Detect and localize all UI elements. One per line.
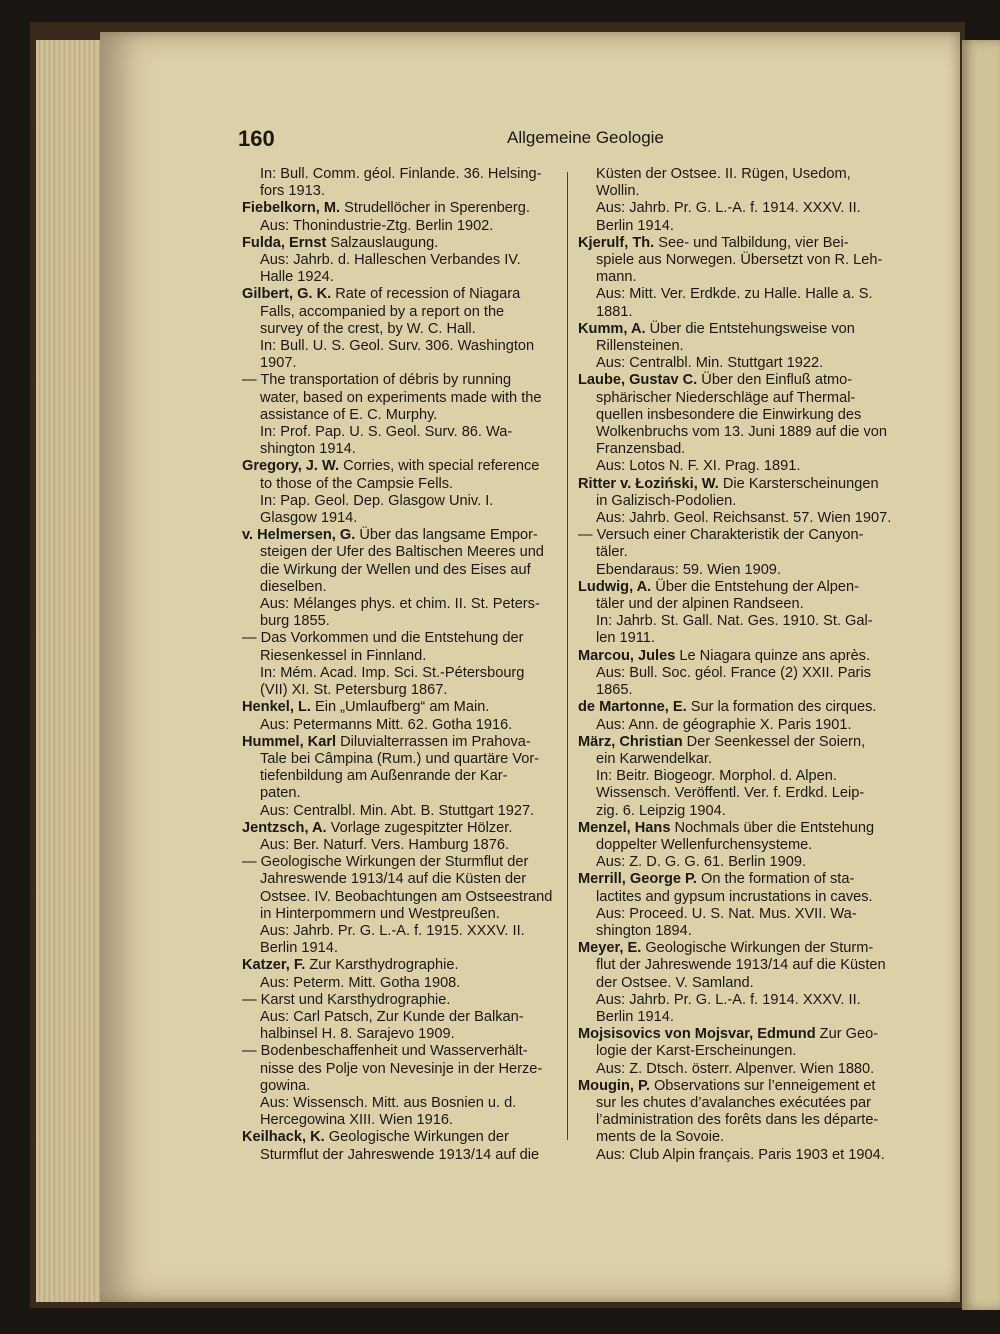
entry-line [578, 785, 892, 802]
entry-text: Aus: Peterm. Mitt. Gotha 1908. [260, 974, 461, 991]
entry-line [578, 321, 892, 338]
entry-line [578, 837, 892, 854]
entry-line [242, 527, 558, 544]
entry-line [242, 717, 558, 734]
entry-text: See- und Talbildung, vier Bei- [654, 234, 849, 251]
entry-text: Vorlage zugespitzter Hölzer. [326, 819, 513, 836]
right-column [578, 166, 892, 1164]
entry-text: Über den Einfluß atmo- [697, 372, 853, 389]
entry-author: Hummel, Karl [242, 733, 337, 750]
entry-line [578, 923, 892, 940]
entry-author: Gregory, J. W. [242, 458, 340, 475]
entry-text: logie der Karst-Erscheinungen. [596, 1043, 797, 1060]
entry-text: lactites and gypsum incrustations in caves. [596, 888, 873, 905]
entry-text: Aus: Mélanges phys. et chim. II. St. Peters- [260, 596, 540, 613]
bibliography-entry [578, 527, 892, 579]
entry-text: steigen der Ufer des Baltischen Meeres und [260, 544, 544, 561]
entry-line [242, 785, 558, 802]
entry-text: mann. [596, 269, 637, 286]
entry-line [242, 889, 558, 906]
entry-text: Aus: Bull. Soc. géol. France (2) XXII. Paris [596, 664, 871, 681]
entry-text: Aus: Ber. Naturf. Vers. Hamburg 1876. [260, 836, 510, 853]
entry-author: Marcou, Jules [578, 647, 676, 664]
entry-line [242, 957, 558, 974]
entry-text: Aus: Jahrb. Pr. G. L.-A. f. 1914. XXXV. II. [596, 991, 861, 1008]
entry-text: In: Beitr. Biogeogr. Morphol. d. Alpen. [596, 768, 837, 785]
entry-line [242, 751, 558, 768]
entry-text: die Wirkung der Wellen und des Eises auf [260, 561, 531, 578]
entry-line [578, 544, 892, 561]
entry-text: Jahreswende 1913/14 auf die Küsten der [260, 871, 527, 888]
entry-text: Le Niagara quinze ans après. [675, 647, 871, 664]
entry-line [578, 803, 892, 820]
entry-text: Observations sur l’enneigement et [649, 1077, 876, 1094]
entry-line [242, 820, 558, 837]
bibliography-entry [578, 1026, 892, 1078]
entry-line [578, 665, 892, 682]
entry-text: Ein „Umlaufberg“ am Main. [310, 699, 490, 716]
entry-author: Fulda, Ernst [242, 234, 327, 251]
entry-line [242, 613, 558, 630]
entry-line [242, 338, 558, 355]
entry-line [578, 390, 892, 407]
entry-text: 1865. [596, 682, 633, 699]
entry-line [242, 269, 558, 286]
entry-text: gowina. [260, 1077, 311, 1094]
entry-text: l’administration des forêts dans les départe- [596, 1112, 879, 1129]
entry-line [578, 1078, 892, 1095]
entry-line [242, 1095, 558, 1112]
entry-text: In: Prof. Pap. U. S. Geol. Surv. 86. Wa- [260, 424, 513, 441]
entry-line [242, 407, 558, 424]
entry-text: (VII) XI. St. Petersburg 1867. [260, 682, 448, 699]
entry-text: Aus: Jahrb. d. Halleschen Verbandes IV. [260, 252, 521, 269]
entry-line [578, 372, 892, 389]
entry-author: Laube, Gustav C. [578, 372, 698, 389]
bibliography-entry [242, 992, 558, 1044]
bibliography-entry [242, 286, 558, 372]
entry-author: Merrill, George P. [578, 871, 697, 888]
entry-line [242, 441, 558, 458]
entry-line [578, 1009, 892, 1026]
bibliography-entry [242, 630, 558, 699]
entry-text: In: Bull. U. S. Geol. Surv. 306. Washington [260, 338, 535, 355]
entry-text: Franzensbad. [596, 441, 686, 458]
bibliography-entry [578, 476, 892, 528]
entry-line [242, 166, 558, 183]
bibliography-entry [578, 871, 892, 940]
entry-line [578, 992, 892, 1009]
entry-text: Über die Entstehung der Alpen- [651, 578, 859, 595]
entry-text: in Hinterpommern und Westpreußen. [260, 905, 500, 922]
entry-text: Aus: Centralbl. Min. Stuttgart 1922. [596, 355, 824, 372]
entry-text: Glasgow 1914. [260, 510, 358, 527]
bibliography-entry [578, 321, 892, 373]
entry-text: Berlin 1914. [596, 1008, 674, 1025]
entry-text: assistance of E. C. Murphy. [260, 406, 438, 423]
entry-text: Diluvialterrassen im Prahova- [336, 733, 531, 750]
entry-text: Strudellöcher in Sperenberg. [340, 200, 530, 217]
entry-line [578, 1095, 892, 1112]
entry-text: Riesenkessel in Finnland. [260, 647, 427, 664]
entry-line [578, 1026, 892, 1043]
entry-line [578, 648, 892, 665]
entry-text: Salzauslaugung. [326, 234, 439, 251]
entry-line [242, 630, 558, 647]
entry-text: Aus: Carl Patsch, Zur Kunde der Balkan- [260, 1008, 524, 1025]
entry-text: Wollin. [596, 183, 640, 200]
bibliography-entry [578, 820, 892, 872]
entry-line [578, 458, 892, 475]
entry-line [578, 871, 892, 888]
entry-line [242, 803, 558, 820]
entry-line [242, 1129, 558, 1146]
bibliography-entry [242, 854, 558, 957]
entry-author: März, Christian [578, 733, 683, 750]
bibliography-entry [242, 820, 558, 854]
page-number: 160 [238, 126, 275, 151]
entry-text: ments de la Sovoie. [596, 1129, 725, 1146]
entry-text: doppelter Wellenfurchensysteme. [596, 836, 813, 853]
entry-author: Gilbert, G. K. [242, 286, 332, 303]
entry-text: — Geologische Wirkungen der Sturmflut der [242, 854, 529, 871]
column-rule [567, 172, 568, 1140]
entry-text: spiele aus Norwegen. Übersetzt von R. Leh- [596, 252, 883, 269]
entry-line [578, 820, 892, 837]
bibliography-entry [242, 1129, 558, 1163]
entry-text: fors 1913. [260, 183, 325, 200]
entry-line [578, 527, 892, 544]
entry-line [578, 1147, 892, 1164]
entry-line [242, 699, 558, 716]
entry-text: — Karst und Karsthydrographie. [242, 991, 451, 1008]
entry-text: Aus: Petermanns Mitt. 62. Gotha 1916. [260, 716, 513, 733]
entry-text: 1907. [260, 355, 297, 372]
entry-text: Aus: Z. D. G. G. 61. Berlin 1909. [596, 854, 807, 871]
entry-line [578, 218, 892, 235]
entry-line [578, 286, 892, 303]
entry-author: Keilhack, K. [242, 1129, 325, 1146]
entry-line [242, 1026, 558, 1043]
bibliography-entry [578, 699, 892, 733]
bibliography-entry [242, 166, 558, 200]
entry-text: — Das Vorkommen und die Entstehung der [242, 630, 524, 647]
entry-line [242, 544, 558, 561]
entry-line [242, 940, 558, 957]
entry-text: len 1911. [596, 630, 655, 647]
entry-text: flut der Jahreswende 1913/14 auf die Küsten [596, 957, 886, 974]
entry-line [578, 338, 892, 355]
entry-text: Rillensteinen. [596, 338, 684, 355]
entry-text: täler. [596, 544, 628, 561]
entry-line [242, 235, 558, 252]
entry-text: shington 1894. [596, 922, 692, 939]
entry-line [242, 682, 558, 699]
entry-line [578, 957, 892, 974]
entry-text: in Galizisch-Podolien. [596, 492, 737, 509]
entry-line [242, 665, 558, 682]
entry-line [242, 768, 558, 785]
entry-line [578, 906, 892, 923]
entry-line [578, 355, 892, 372]
entry-text: Wissensch. Veröffentl. Ver. f. Erdkd. Leip- [596, 785, 865, 802]
entry-line [242, 355, 558, 372]
entry-line [242, 734, 558, 751]
entry-author: Jentzsch, A. [242, 819, 327, 836]
entry-text: Aus: Club Alpin français. Paris 1903 et 1904. [596, 1146, 885, 1163]
entry-text: Falls, accompanied by a report on the [260, 303, 505, 320]
entry-line [578, 682, 892, 699]
left-column [242, 166, 558, 1164]
entry-line [242, 1061, 558, 1078]
entry-line [242, 1009, 558, 1026]
entry-text: sphärischer Niederschläge auf Thermal- [596, 389, 856, 406]
entry-line [242, 183, 558, 200]
entry-text: Berlin 1914. [260, 940, 338, 957]
entry-text: — Bodenbeschaffenheit und Wasserverhält- [242, 1043, 528, 1060]
entry-text: survey of the crest, by W. C. Hall. [260, 320, 476, 337]
entry-text: sur les chutes d’avalanches exécutées par [596, 1094, 872, 1111]
entry-text: Aus: Mitt. Ver. Erdkde. zu Halle. Halle a. S. [596, 286, 873, 303]
entry-line [578, 424, 892, 441]
bibliography-entry [242, 527, 558, 630]
entry-line [578, 304, 892, 321]
entry-line [242, 1043, 558, 1060]
entry-text: Aus: Thonindustrie-Ztg. Berlin 1902. [260, 217, 494, 234]
entry-text: Nochmals über die Entstehung [670, 819, 875, 836]
entry-text: Ostsee. IV. Beobachtungen am Ostseestrand [260, 888, 553, 905]
entry-text: Hercegowina XIII. Wien 1916. [260, 1112, 454, 1129]
entry-line [242, 252, 558, 269]
entry-line [578, 562, 892, 579]
entry-line [242, 992, 558, 1009]
entry-text: Küsten der Ostsee. II. Rügen, Usedom, [596, 166, 851, 182]
entry-author: Ludwig, A. [578, 578, 652, 595]
bibliography-entry [242, 235, 558, 287]
entry-line [578, 889, 892, 906]
entry-line [578, 854, 892, 871]
facing-page-edge [962, 40, 1000, 1310]
entry-line [578, 975, 892, 992]
entry-author: Menzel, Hans [578, 819, 671, 836]
entry-text: Halle 1924. [260, 269, 334, 286]
entry-text: Geologische Wirkungen der [324, 1129, 509, 1146]
entry-line [578, 510, 892, 527]
entry-line [578, 407, 892, 424]
entry-text: In: Jahrb. St. Gall. Nat. Ges. 1910. St. Gal- [596, 613, 873, 630]
entry-text: On the formation of sta- [696, 871, 855, 888]
entry-line [242, 493, 558, 510]
entry-text: to those of the Campsie Fells. [260, 475, 454, 492]
entry-text: paten. [260, 785, 301, 802]
entry-text: In: Bull. Comm. géol. Finlande. 36. Helsing- [260, 166, 542, 182]
entry-text: Zur Geo- [815, 1026, 879, 1043]
entry-text: shington 1914. [260, 441, 356, 458]
entry-author: Katzer, F. [242, 957, 306, 974]
entry-text: Sturmflut der Jahreswende 1913/14 auf die [260, 1146, 540, 1163]
entry-line [578, 183, 892, 200]
entry-line [242, 286, 558, 303]
entry-line [578, 630, 892, 647]
entry-line [242, 923, 558, 940]
entry-line [242, 906, 558, 923]
entry-line [242, 648, 558, 665]
entry-text: water, based on experiments made with the [260, 389, 542, 406]
bibliography-entry [242, 699, 558, 733]
entry-text: Über die Entstehungsweise von [645, 320, 855, 337]
entry-text: Rate of recession of Niagara [331, 286, 521, 303]
entry-line [578, 493, 892, 510]
entry-line [242, 372, 558, 389]
entry-author: v. Helmersen, G. [242, 527, 356, 544]
entry-text: dieselben. [260, 578, 327, 595]
entry-author: Meyer, E. [578, 940, 642, 957]
entry-line [242, 1078, 558, 1095]
entry-text: In: Pap. Geol. Dep. Glasgow Univ. I. [260, 492, 494, 509]
bibliography-entry [578, 1078, 892, 1164]
entry-line [242, 975, 558, 992]
entry-text: täler und der alpinen Randseen. [596, 596, 804, 613]
entry-line [578, 166, 892, 183]
entry-text: halbinsel H. 8. Sarajevo 1909. [260, 1026, 455, 1043]
entry-line [578, 235, 892, 252]
entry-text: nisse des Polje von Nevesinje in der Herze- [260, 1060, 543, 1077]
bibliography-entry [242, 458, 558, 527]
entry-text: — Versuch einer Charakteristik der Canyon- [578, 527, 864, 544]
entry-author: Fiebelkorn, M. [242, 200, 341, 217]
entry-line [242, 562, 558, 579]
bibliography-entry [578, 940, 892, 1026]
entry-text: burg 1855. [260, 613, 330, 630]
entry-author: Mojsisovics von Mojsvar, Edmund [578, 1026, 816, 1043]
entry-line [242, 458, 558, 475]
entry-text: Aus: Ann. de géographie X. Paris 1901. [596, 716, 852, 733]
entry-text: Geologische Wirkungen der Sturm- [641, 940, 874, 957]
entry-text: — The transportation of débris by running [242, 372, 512, 389]
bibliography-entry [242, 957, 558, 991]
entry-text: Die Karsterscheinungen [718, 475, 879, 492]
entry-text: Über das langsame Empor- [355, 527, 538, 544]
entry-text: Aus: Wissensch. Mitt. aus Bosnien u. d. [260, 1094, 517, 1111]
entry-line [578, 1061, 892, 1078]
entry-author: de Martonne, E. [578, 699, 687, 716]
entry-author: Mougin, P. [578, 1077, 650, 1094]
entry-line [242, 321, 558, 338]
entry-line [242, 510, 558, 527]
running-head: Allgemeine Geologie [507, 128, 664, 147]
entry-author: Henkel, L. [242, 699, 311, 716]
entry-line [242, 390, 558, 407]
entry-text: Aus: Jahrb. Pr. G. L.-A. f. 1914. XXXV. II. [596, 200, 861, 217]
entry-text: quellen insbesondere die Einwirkung des [596, 406, 862, 423]
entry-line [578, 1043, 892, 1060]
entry-author: Kumm, A. [578, 320, 646, 337]
entry-author: Ritter v. Łoziński, W. [578, 475, 719, 492]
entry-text: Aus: Jahrb. Pr. G. L.-A. f. 1915. XXXV. II. [260, 922, 525, 939]
entry-text: Sur la formation des cirques. [686, 699, 877, 716]
entry-line [242, 424, 558, 441]
entry-text: Aus: Z. Dtsch. österr. Alpenver. Wien 1880. [596, 1060, 875, 1077]
entry-author: Kjerulf, Th. [578, 234, 655, 251]
entry-text: Corries, with special reference [339, 458, 540, 475]
entry-line [578, 699, 892, 716]
entry-line [578, 579, 892, 596]
bibliography-entry [578, 579, 892, 648]
entry-line [578, 751, 892, 768]
entry-text: Berlin 1914. [596, 217, 674, 234]
entry-text: der Ostsee. V. Samland. [596, 974, 754, 991]
bibliography-entry [578, 235, 892, 321]
entry-line [578, 768, 892, 785]
bibliography-entry [578, 648, 892, 700]
entry-text: Der Seenkessel der Soiern, [682, 733, 866, 750]
entry-text: Tale bei Câmpina (Rum.) und quartäre Vor- [260, 750, 540, 767]
entry-line [578, 596, 892, 613]
entry-line [578, 441, 892, 458]
entry-line [242, 871, 558, 888]
entry-text: 1881. [596, 303, 633, 320]
entry-text: zig. 6. Leipzig 1904. [596, 802, 726, 819]
entry-line [242, 1147, 558, 1164]
bibliography-entry [578, 166, 892, 235]
entry-text: Wolkenbruchs vom 13. Juni 1889 auf die von [596, 424, 887, 441]
entry-text: tiefenbildung am Außenrande der Kar- [260, 768, 508, 785]
entry-line [578, 613, 892, 630]
bibliography-entry [242, 372, 558, 458]
bibliography-entry [242, 734, 558, 820]
entry-line [242, 200, 558, 217]
page-edges [36, 40, 106, 1302]
entry-line [578, 252, 892, 269]
entry-text: Aus: Lotos N. F. XI. Prag. 1891. [596, 458, 801, 475]
entry-text: Aus: Jahrb. Geol. Reichsanst. 57. Wien 1907. [596, 510, 892, 527]
entry-line [242, 304, 558, 321]
entry-line [578, 200, 892, 217]
entry-line [578, 940, 892, 957]
bibliography-entry [242, 1043, 558, 1129]
entry-line [242, 218, 558, 235]
bibliography-entry [242, 200, 558, 234]
entry-text: Zur Karsthydrographie. [305, 957, 459, 974]
entry-line [242, 1112, 558, 1129]
entry-text: Aus: Proceed. U. S. Nat. Mus. XVII. Wa- [596, 905, 857, 922]
entry-line [242, 837, 558, 854]
bibliography-entry [578, 372, 892, 475]
entry-text: In: Mém. Acad. Imp. Sci. St.-Pétersbourg [260, 664, 525, 681]
entry-line [578, 476, 892, 493]
entry-text: Ebendaraus: 59. Wien 1909. [596, 561, 781, 578]
entry-line [578, 717, 892, 734]
entry-line [578, 269, 892, 286]
entry-line [242, 579, 558, 596]
entry-text: ein Karwendelkar. [596, 750, 713, 767]
entry-line [242, 476, 558, 493]
entry-line [578, 1129, 892, 1146]
entry-text: Aus: Centralbl. Min. Abt. B. Stuttgart 1927. [260, 802, 535, 819]
entry-line [242, 854, 558, 871]
entry-line [578, 1112, 892, 1129]
entry-line [242, 596, 558, 613]
entry-line [578, 734, 892, 751]
bibliography-entry [578, 734, 892, 820]
